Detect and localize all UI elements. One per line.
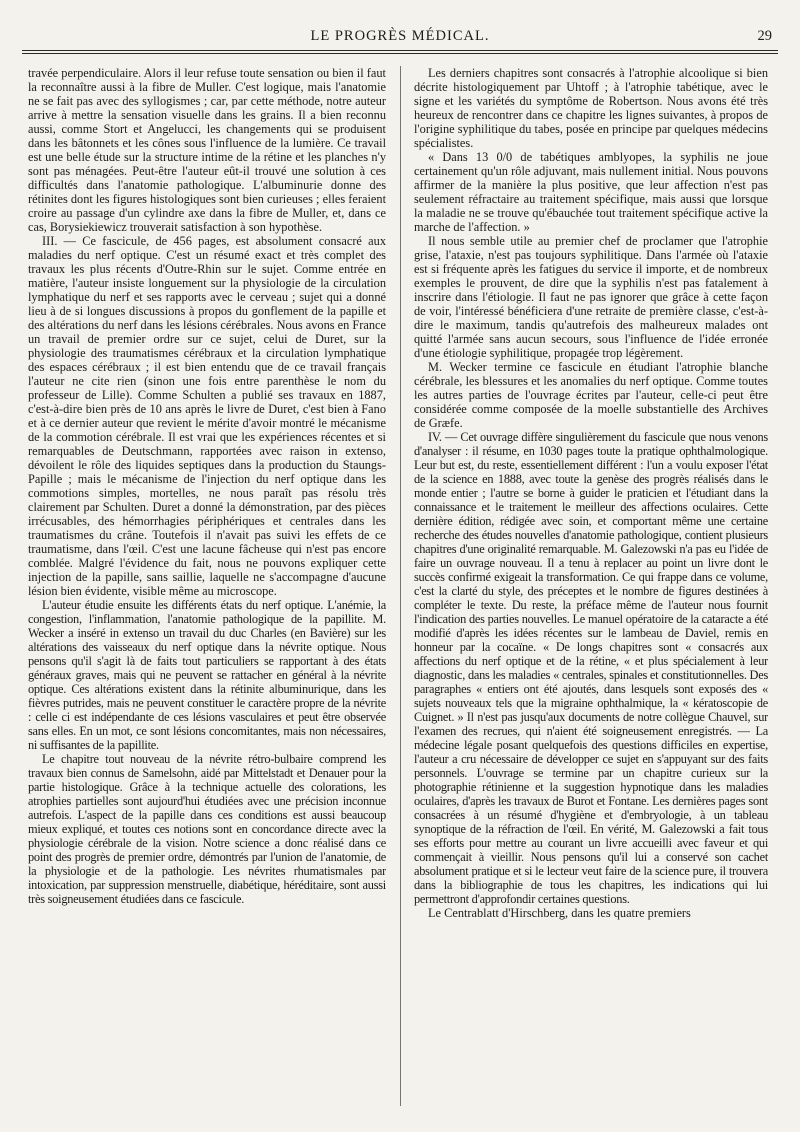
paragraph: Le Centrablatt d'Hirschberg, dans les quatre premiers	[428, 906, 691, 920]
paragraph: Les derniers chapitres sont consacrés à l'atrophie alcoolique si bien décrite histologiquement par Uhtoff ; à l'atrophie tabétique, avec le signe et les variétés du symptôme de Robertson. Nous avons été très heureux de rencontrer dans ce chapitre les lignes suivantes, à propos de l'origine syphilitique du tabes, posée en principe par quelques médecins spécialistes.	[414, 66, 768, 150]
paragraph: Il nous semble utile au premier chef de proclamer que l'atrophie grise, l'ataxie, n'est pas toujours syphilitique. Dans l'armée où l'ataxie est si fréquente après les fatigues du service il importe, et de nombreux exemples le prouvent, de dire que la syphilis n'est pas fatalement à inscrire dans l'étiologie. Il faut ne pas ignorer que grâce à cette façon de voir, l'intéressé bénéficiera d'une retraite de première classe, c'est-à-dire le maximum, tandis qu'autrefois des malheureux malades ont quitté l'armée sans aucun secours, sous l'influence de l'idée erronée d'une étiologie syphilitique, propagée trop légèrement.	[414, 234, 768, 360]
paragraph: « Dans 13 0/0 de tabétiques amblyopes, la syphilis ne joue certainement qu'un rôle adjuvant, mais nullement initial. Nous pouvons affirmer de la manière la plus positive, que leur affection n'est pas seulement réfractaire au traitement spécifique, mais aussi que lorsque la maladie ne se trouve qu'ébauchée tout traitement spécifique active la marche de l'affection. »	[414, 150, 768, 234]
paragraph: L'auteur étudie ensuite les différents états du nerf optique. L'anémie, la congestion, l'inflammation, l'anatomie pathologique de la papillite. M. Wecker a inséré in extenso un travail du duc Charles (en Bavière) sur les altérations des vaisseaux du nerf optique dans la névrite optique. Nous pensons qu'il s'agit là de faits tout particuliers se rapportant à des états généraux graves, mais qui ne peuvent se rattacher en général à la névrite optique. Ces altérations existent dans la rétinite albuminurique, dans les fièvres putrides, mais ne peuvent constituer le caractère propre de la névrite : celle ci est indépendante de ces lésions vasculaires et peut être observée sans elles. En un mot, ce sont lésions concomitantes, mais non nécessaires, ni suffisantes de la papillite.	[28, 598, 386, 752]
paragraph: IV. — Cet ouvrage diffère singulièrement du fascicule que nous venons d'analyser : il résume, en 1030 pages toute la pratique ophthalmologique. Leur but est, du reste, essentiellement différent : l'un a voulu exposer l'état de la science en 1888, avec toute la genèse des progrès réalisés dans le monde entier ; l'autre se borne à guider le praticien et l'étudiant dans la connaissance et le traitement le meilleur des affections oculaires. Cette dernière édition, rédigée avec soin, et comportant même une certaine recherche des études nouvelles d'anatomie pathologique, contient plusieurs chapitres d'une originalité remarquable. M. Galezowski n'a pas eu l'idée de faire un ouvrage nouveau. Il a tenu à replacer au point un livre dont le succès confirmé exigeait la transformation. Ce qui frappe dans ce volume, c'est la clarté du style, des préceptes et le nombre de figures destinées à compléter le texte. Du reste, la préface même de l'auteur nous fournit l'indication des parties nouvelles. Le manuel opératoire de la cataracte a été modifié d'après les idées récentes sur le lambeau de Daviel, remis en honneur par la cocaïne. « De longs chapitres sont « consacrés aux affections du nerf optique et de la rétine, « et plus spécialement à leur diagnostic, dans les maladies « centrales, spinales et constitutionnelles. Des paragraphes « entiers ont été ajoutés, dans lesquels sont exposés des « sujets nouveaux tels que la migraine ophthalmique, la « kératoscopie de Cuignet. » Il n'est pas jusqu'aux documents de notre collègue Chauvel, sur l'examen des recrues, qui n'aient été soigneusement enregistrés. — La médecine légale posant quelquefois des questions difficiles en expertise, l'auteur a cru nécessaire de développer ce sujet en s'appuyant sur des faits personnels. L'ouvrage se termine par un chapitre curieux sur la photographie rétinienne et la suggestion hypnotique dans les maladies oculaires, d'après les travaux de Burot et Fontane. Les dernières pages sont consacrées à un résumé d'hygiène et d'embryologie, à un tableau synoptique de la réfraction de l'œil. En vérité, M. Galezowski a fait tous ses efforts pour mettre au courant un livre accueilli avec faveur et qui commençait à vieillir. Nous pensons qu'il lui a conservé son cachet absolument pratique et si le lecteur veut faire de la science pure, il trouvera dans la bibliographie de tous les chapitres, les indications qui lui permettront d'approfondir certaines questions.	[414, 430, 768, 906]
page-header	[22, 28, 778, 50]
paragraph: travée perpendiculaire. Alors il leur refuse toute sensation ou bien il faut la reconnaître aussi à la fibre de Muller. C'est logique, mais l'anatomie ne se fait pas avec des syllogismes ; car, par cette méthode, notre auteur arrive à mettre la sensation visuelle dans les grains. Il a bien reconnu aussi, comme Stort et Angelucci, les changements qui se produisent dans les bâtonnets et les cônes sous l'influence de la lumière. Ce travail est une belle étude sur la structure intime de la rétine et les planches n'y sont pas ménagées. Peut-être l'auteur eût-il trouvé une solution à ces difficultés dans l'anatomie pathologique. L'albuminurie donne des rétinites dont les figures histologiques sont bien curieuses ; elles feraient croire au passage d'un cylindre axe dans la fibre de Muller, et, dans ce cas, Borysiekiewicz trouverait satisfaction à son hypothèse.	[28, 66, 386, 234]
page-number: 29	[757, 28, 772, 44]
journal-title: LE PROGRÈS MÉDICAL.	[310, 28, 490, 44]
header-rule	[22, 50, 778, 54]
paragraph: Le chapitre tout nouveau de la névrite rétro-bulbaire comprend les travaux bien connus de Samelsohn, aidé par Mittelstadt et Denauer pour la partie histologique. Grâce à la technique actuelle des colorations, les atrophies partielles sont aujourd'hui étudiées avec une précision inconnue autrefois. L'aspect de la papille dans ces conditions est aussi beaucoup mieux expliqué, et toutes ces notions sont en concordance directe avec la physiologie cérébrale de la vision. Notre science a donc réalisé dans ce point des progrès de premier ordre, démontrés par l'union de l'anatomie, de la physiologie et de la pathologie. Les névrites rhumatismales par intoxication, par suppression menstruelle, diabétique, héréditaire, sont aussi très soigneusement étudiées dans ce fascicule.	[28, 752, 386, 906]
right-column	[414, 66, 768, 1116]
column-divider	[400, 66, 401, 1106]
paragraph: M. Wecker termine ce fascicule en étudiant l'atrophie blanche cérébrale, les blessures et les anomalies du nerf optique. Comme toutes les autres parties de l'ouvrage écrites par l'auteur, celle-ci peut être considérée comme composée de la moelle substantielle des Archives de Græfe.	[414, 360, 768, 430]
left-column	[28, 66, 386, 1116]
paragraph: III. — Ce fascicule, de 456 pages, est absolument consacré aux maladies du nerf optique. C'est un résumé exact et très complet des travaux les plus récents d'Outre-Rhin sur le sujet. Comme entrée en matière, l'auteur insiste longuement sur la physiologie de la circulation lymphatique du nerf et ses rapports avec le cerveau ; sujet qui a donné lieu à de si longues discussions à propos du gonflement de la papille et des altérations du nerf dans les lésions cérébrales. Nous avons en France un travail de premier ordre sur ce sujet, celui de Duret, sur la physiologie des traumatismes cérébraux et la circulation lymphatique des espaces cérébraux ; il est bien entendu que de ce travail français l'auteur ne cite rien (sinon une fois entre parenthèse le nom du professeur de Lille). Comme Schulten a publié ses travaux en 1887, c'est-à-dire bien près de 10 ans après le livre de Duret, c'est bien à Fano et à ce dernier auteur que revient le mérite d'avoir montré le mécanisme de la commotion cérébrale. Il est vrai que les expériences récentes et si remarquables de Deutschmann, rapportées avec raison in extenso, dévoilent le rôle des liquides septiques dans la production du Staungs-Papille ; mais le mécanisme de l'injection du nerf optique dans les commotions simples, mortelles, ne nous paraît pas résolu très clairement par Schulten. Duret a donné la démonstration, par des pièces irrécusables, des hémorrhagies périphériques et centrales dans les traumatismes du crâne. Toutefois il n'avait pas suivi les effets de ce traumatisme, dans l'œil. C'est une lacune fâcheuse qui n'est pas encore comblée. Malgré l'évidence du fait, nous ne pouvons expliquer cette injection de la papille, sans saillie, laquelle ne s'accompagne d'aucune lésion bien évidente, visible même au microscope.	[28, 234, 386, 598]
